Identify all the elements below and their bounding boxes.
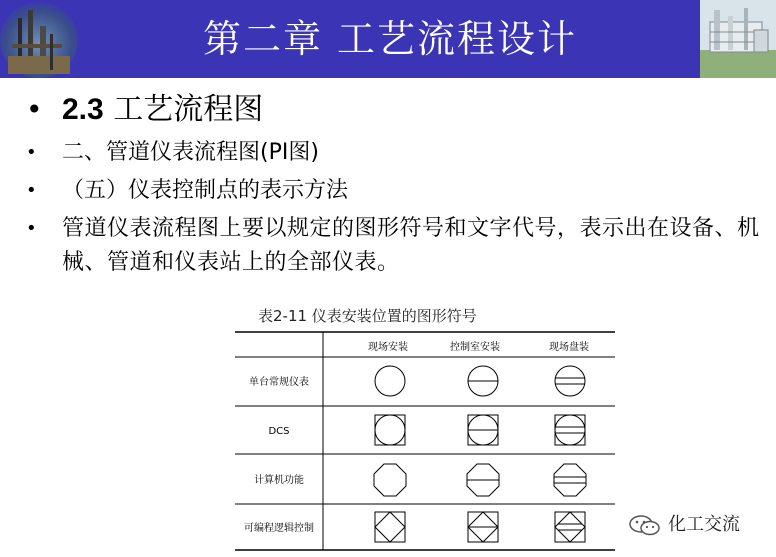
wechat-watermark (628, 510, 768, 540)
symbol-circle-control-room (468, 366, 498, 396)
symbol-plc-field (375, 512, 405, 542)
bullet-list (26, 88, 766, 280)
wechat-icon (628, 514, 662, 536)
symbol-computer-field (374, 464, 406, 496)
symbol-circle-panel (555, 366, 585, 396)
symbol-dcs-panel (555, 415, 585, 445)
symbol-dcs-field (375, 415, 405, 445)
bullet-topic (26, 174, 766, 208)
topic-text: （五）仪表控制点的表示方法 (62, 178, 349, 203)
symbol-dcs-control-room (468, 415, 498, 445)
section-title: 工艺流程图 (103, 92, 264, 127)
watermark-text: 化工交流 (668, 514, 740, 535)
table-caption: 表2-11 仪表安装位置的图形符号 (258, 307, 477, 325)
col-header-control-room: 控制室安装 (450, 342, 500, 353)
bullet-dot: • (26, 218, 38, 239)
symbol-circle-field (375, 366, 405, 396)
symbol-plc-control-room (468, 512, 498, 542)
page-title: 第二章 工艺流程设计 (202, 17, 578, 61)
row-label-dcs: DCS (268, 426, 290, 437)
row-label-computer: 计算机功能 (254, 475, 304, 486)
bullet-subsection (26, 136, 766, 170)
bullet-dot: • (26, 142, 37, 163)
symbol-computer-panel (554, 464, 586, 496)
section-number: 2.3 (62, 93, 104, 126)
row-label-single-instrument: 单台常规仪表 (249, 377, 309, 388)
symbol-plc-panel (555, 512, 585, 542)
description-text: 管道仪表流程图上要以规定的图形符号和文字代号，表示出在设备、机械、管道和仪表站上的全部仪表。 (62, 216, 760, 275)
instrument-symbol-table (235, 330, 615, 552)
subsection-text: 二、管道仪表流程图(PI图) (62, 140, 319, 165)
row-label-plc: 可编程逻辑控制 (244, 523, 314, 534)
col-header-field: 现场安装 (368, 342, 408, 353)
col-header-panel: 现场盘装 (549, 342, 589, 353)
bullet-description (26, 212, 766, 280)
header-bar (0, 0, 776, 78)
plant-photo-right (700, 0, 776, 78)
bullet-dot: • (26, 180, 37, 201)
bullet-section-heading (26, 88, 766, 132)
bullet-dot: • (26, 93, 43, 126)
symbol-computer-control-room (467, 464, 499, 496)
refinery-photo-left (0, 0, 78, 78)
